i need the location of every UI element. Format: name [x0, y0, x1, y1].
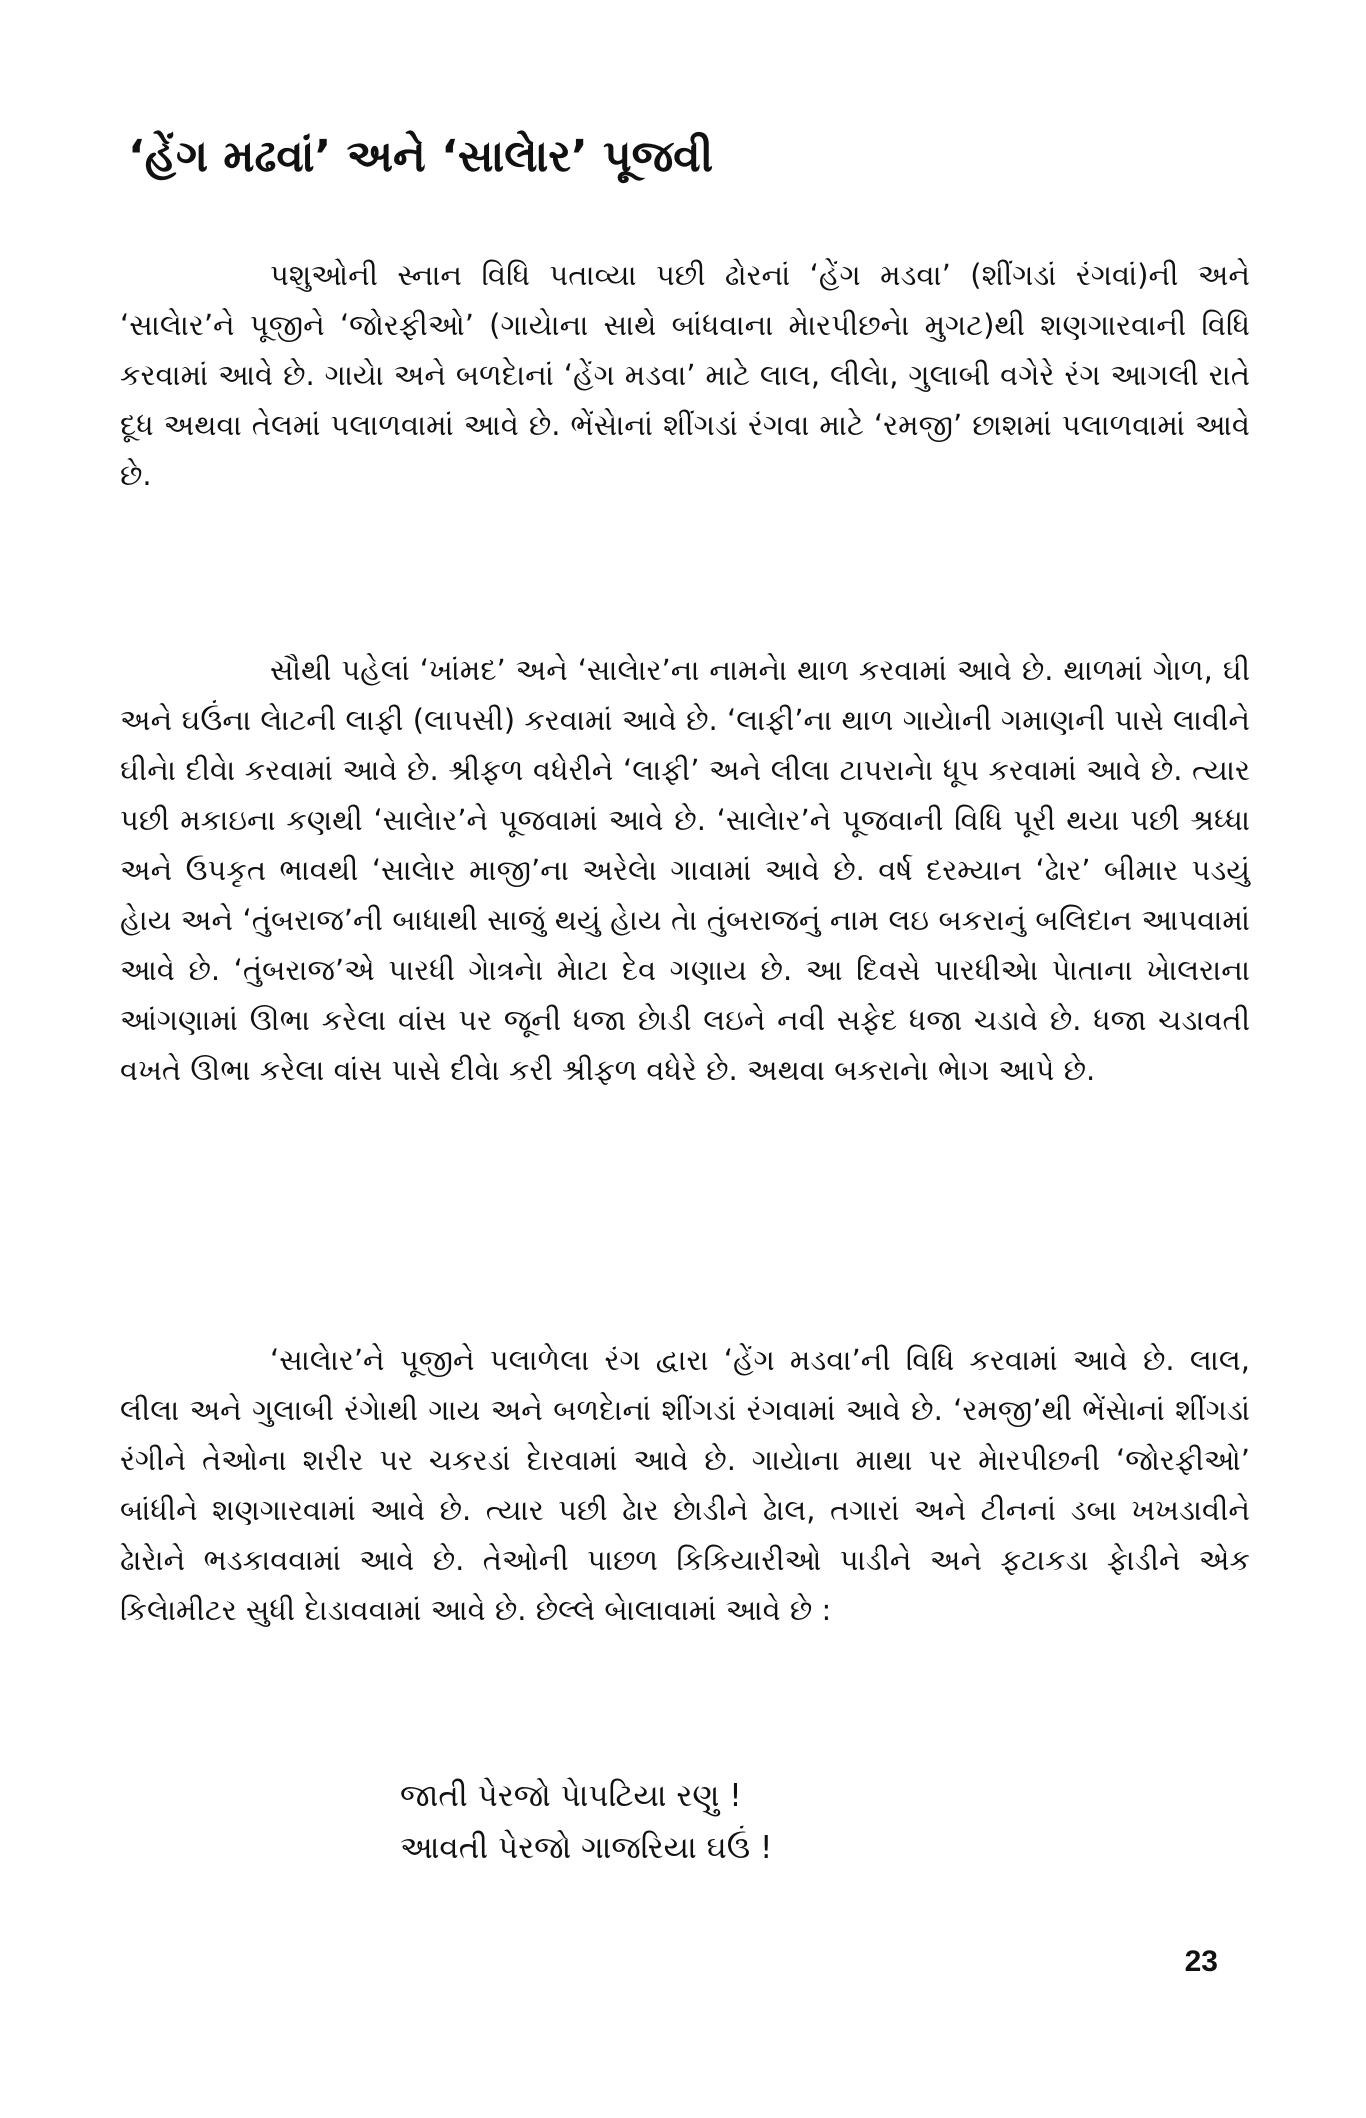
- paragraph-horn-painting: ‘સાલેાર’ને પૂજીને પલાળેલા રંગ દ્વારા ‘હેંગ મડવા’ની વિધિ કરવામાં આવે છે. લાલ, લીલા અને ગુલાબી રંગેાથી ગાય અને બળદેાનાં શીંગડાં રંગવામાં આવે છે. ‘રમજી’થી ભેંસેાનાં શીંગડાં રંગીને તેઓના શરીર પર ચકરડાં દેારવામાં આવે છે. ગાયેાના માથા પર મેારપીછની ‘જોરફીઓ’ બાંધીને શણગારવામાં આવે છે. ત્યાર પછી ઢેાર છેાડીને ઢેાલ, તગારાં અને ટીનનાં ડબા ખખડાવીને ઢેારેાને ભડકાવવામાં આવે છે. તેઓની પાછળ કિકિયારીઓ પાડીને અને ફટાકડા ફેાડીને એક કિલેામીટર સુધી દેાડાવવામાં આવે છે. છેલ્લે બેાલાવામાં આવે છે :: [120, 1343, 1250, 1627]
- verse-block: [400, 1770, 1200, 1874]
- verse-line: આવતી પેરજો ગાજરિયા ઘઉં !: [400, 1830, 773, 1866]
- page-number: 23: [1184, 1945, 1218, 1978]
- paragraph-offering-ritual: સૌથી પહેલાં ‘ખાંમદ’ અને ‘સાલેાર’ના નામનેા થાળ કરવામાં આવે છે. થાળમાં ગેાળ, ઘી અને ઘઉંના લેાટની લાફી (લાપસી) કરવામાં આવે છે. ‘લાફી’ના થાળ ગાયેાની ગમાણની પાસે લાવીને ઘીનેા દીવેા કરવામાં આવે છે. શ્રીફળ વધેરીને ‘લાફી’ અને લીલા ટાપરાનેા ધૂપ કરવામાં આવે છે. ત્યાર પછી મકાઇના કણથી ‘સાલેાર’ને પૂજવામાં આવે છે. ‘સાલેાર’ને પૂજવાની વિધિ પૂરી થયા પછી શ્રધ્ધા અને ઉપકૃત ભાવથી ‘સાલેાર માજી’ના અરેલેા ગાવામાં આવે છે. વર્ષ દરમ્યાન ‘ઢેાર’ બીમાર પડયું હેાય અને ‘તુંબરાજ’ની બાધાથી સાજું થયું હેાય તેા તુંબરાજનું નામ લઇ બકરાનું બલિદાન આપવામાં આવે છે. ‘તુંબરાજ’એ પારધી ગેાત્રનેા મેાટા દેવ ગણાય છે. આ દિવસે પારધીએા પેાતાના ખેાલરાના આંગણામાં ઊભા કરેલા વાંસ પર જૂની ધજા છેાડી લઇને નવી સફેદ ધજા ચડાવે છે. ધજા ચડાવતી વખતે ઊભા કરેલા વાંસ પાસે દીવેા કરી શ્રીફળ વધેરે છે. અથવા બકરાનેા ભેાગ આપે છે.: [120, 653, 1250, 1087]
- verse-line: જાતી પેરજો પેાપટિયા રણુ !: [400, 1778, 742, 1814]
- page-title: ‘હેંગ મઢવાં’ અને ‘સાલેાર’ પૂજવી: [128, 131, 714, 182]
- paragraph-bathing-ritual: પશુઓની સ્નાન વિધિ પતાવ્યા પછી ઢોરનાં ‘હેંગ મડવા’ (શીંગડાં રંગવાં)ની અને ‘સાલેાર’ને પૂજીને ‘જોરફીઓ’ (ગાયેાના સાથે બાંધવાના મેારપીછનેા મુગટ)થી શણગારવાની વિધિ કરવામાં આવે છે. ગાયેા અને બળદેાનાં ‘હેંગ મડવા’ માટે લાલ, લીલેા, ગુલાબી વગેરે રંગ આગલી રાતે દૂધ અથવા તેલમાં પલાળવામાં આવે છે. ભેંસેાનાં શીંગડાં રંગવા માટે ‘રમજી’ છાશમાં પલાળવામાં આવે છે.: [120, 258, 1250, 492]
